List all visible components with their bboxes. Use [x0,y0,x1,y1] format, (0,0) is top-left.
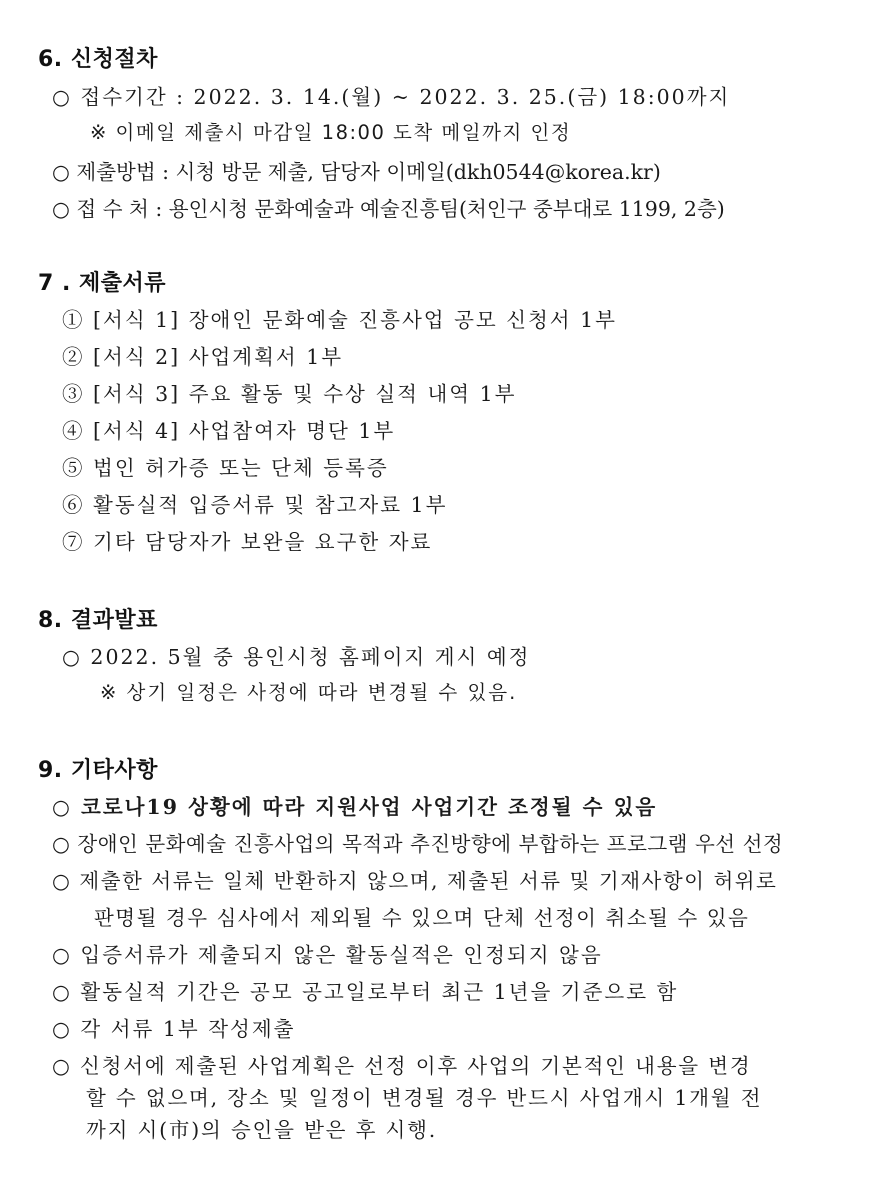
section-7-item-7: ⑦ 기타 담당자가 보완을 요구한 자료 [62,530,433,554]
section-9-line-2: ○ 장애인 문화예술 진흥사업의 목적과 추진방향에 부합하는 프로그램 우선 선정 [52,832,784,856]
section-7-heading: 7 . 제출서류 [38,271,166,296]
section-9-line-7: ○ 신청서에 제출된 사업계획은 선정 이후 사업의 기본적인 내용을 변경 [52,1054,752,1078]
section-9-heading: 9. 기타사항 [38,758,158,783]
section-9-line-3-cont: 판명될 경우 심사에서 제외될 수 있으며 단체 선정이 취소될 수 있음 [94,906,750,930]
section-7-item-4: ④ [서식 4] 사업참여자 명단 1부 [62,419,396,443]
section-9-line-7-cont-1: 할 수 없으며, 장소 및 일정이 변경될 경우 반드시 사업개시 1개월 전 [86,1086,763,1110]
section-7-item-3: ③ [서식 3] 주요 활동 및 수상 실적 내역 1부 [62,382,517,406]
section-8-line-1: ○ 2022. 5월 중 용인시청 홈페이지 게시 예정 [62,645,531,669]
section-7-item-1: ① [서식 1] 장애인 문화예술 진흥사업 공모 신청서 1부 [62,308,617,332]
section-6-note: ※ 이메일 제출시 마감일 18:00 도착 메일까지 인정 [90,121,572,144]
section-6-line-1: ○ 접수기간 : 2022. 3. 14.(월) ~ 2022. 3. 25.(금) 18:00까지 [52,85,731,109]
section-9-line-4: ○ 입증서류가 제출되지 않은 활동실적은 인정되지 않음 [52,943,603,967]
section-7-item-6: ⑥ 활동실적 입증서류 및 참고자료 1부 [62,493,448,517]
section-9-line-6: ○ 각 서류 1부 작성제출 [52,1017,296,1041]
section-6-heading: 6. 신청절차 [38,47,158,72]
section-9-line-3: ○ 제출한 서류는 일체 반환하지 않으며, 제출된 서류 및 기재사항이 허위로 [52,869,778,893]
section-6-line-2: ○ 제출방법 : 시청 방문 제출, 담당자 이메일(dkh0544@korea.kr) [52,160,661,184]
section-7-item-5: ⑤ 법인 허가증 또는 단체 등록증 [62,456,389,480]
section-8-note: ※ 상기 일정은 사정에 따라 변경될 수 있음. [100,681,518,704]
section-7-item-2: ② [서식 2] 사업계획서 1부 [62,345,344,369]
section-9-line-5: ○ 활동실적 기간은 공모 공고일로부터 최근 1년을 기준으로 함 [52,980,679,1004]
section-8-heading: 8. 결과발표 [38,608,158,633]
section-6-line-3: ○ 접 수 처 : 용인시청 문화예술과 예술진흥팀(처인구 중부대로 1199, 2층) [52,197,725,221]
section-9-line-7-cont-2: 까지 시(市)의 승인을 받은 후 시행. [86,1118,438,1142]
section-9-line-1: ○ 코로나19 상황에 따라 지원사업 사업기간 조정될 수 있음 [52,795,658,819]
